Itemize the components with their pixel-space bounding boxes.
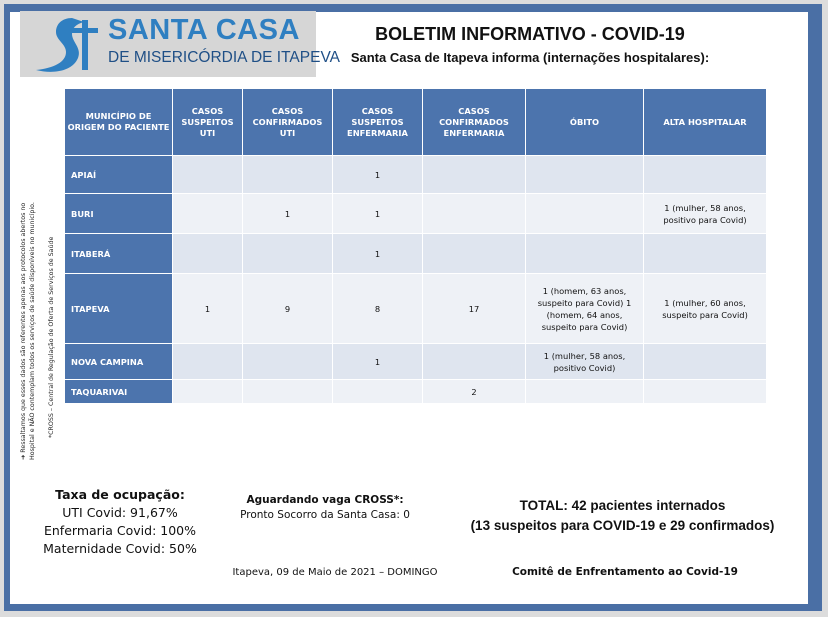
table-row [65,344,767,380]
santa-casa-logo-icon [32,14,104,76]
cross-waiting [220,493,430,523]
municipality-cell: APIAÍ [65,156,173,194]
table-row [65,194,767,234]
table-cell: 1 (mulher, 58 anos, positivo para Covid) [644,194,767,234]
occupancy-uti: UTI Covid: 91,67% [62,505,178,520]
column-header: CASOS SUSPEITOS ENFERMARIA [333,89,423,156]
table-cell [423,344,526,380]
table-cell [423,156,526,194]
municipality-cell: ITAPEVA [65,274,173,344]
table-cell [526,156,644,194]
column-header: MUNICÍPIO DE ORIGEM DO PACIENTE [65,89,173,156]
table-cell [644,234,767,274]
table-cell [526,234,644,274]
table-row [65,380,767,404]
side-note-line-2: Hospital e NÃO contemplam todos os serviços de saúde disponíveis no município. [29,202,36,460]
table-cell [243,156,333,194]
table-cell [173,380,243,404]
municipality-cell: BURI [65,194,173,234]
occupancy-ward: Enfermaria Covid: 100% [43,523,196,538]
table-cell [173,156,243,194]
occupancy-heading: Taxa de ocupação: [55,487,185,502]
table-cell: 2 [423,380,526,404]
cases-table [64,88,767,404]
table-cell: 1 (homem, 63 anos, suspeito para Covid) 1 (homem, 64 anos, suspeito para Covid) [526,274,644,344]
total-line-2: (13 suspeitos para COVID-19 e 29 confirmados) [470,518,775,533]
table-cell: 1 (mulher, 58 anos, positivo Covid) [526,344,644,380]
table-cell: 17 [423,274,526,344]
waiting-heading: Aguardando vaga CROSS*: [246,494,404,506]
logo-title: SANTA CASA [108,14,300,46]
table-cell [526,194,644,234]
table-cell: 8 [333,274,423,344]
table-cell [243,234,333,274]
side-note [20,130,55,460]
table-row [65,156,767,194]
table-cell: 1 [333,234,423,274]
table-cell [423,234,526,274]
total-summary [455,496,790,536]
table-row [65,274,767,344]
municipality-cell: TAQUARIVAI [65,380,173,404]
table-cell [644,156,767,194]
column-header: CASOS CONFIRMADOS UTI [243,89,333,156]
table-cell [243,380,333,404]
table-cell: 1 [243,194,333,234]
table-cell: 1 [173,274,243,344]
table-cell: 1 [333,156,423,194]
table-cell [173,344,243,380]
table-cell [526,380,644,404]
table-cell: 9 [243,274,333,344]
table-header-row [65,89,767,156]
occupancy-stats [30,486,210,558]
side-note-line-3: *CROSS – Central de Regulação de Oferta de Serviços de Saúde [48,236,55,438]
committee-name: Comitê de Enfrentamento ao Covid-19 [512,566,738,578]
municipality-cell: ITABERÁ [65,234,173,274]
table-cell [644,344,767,380]
column-header: CASOS CONFIRMADOS ENFERMARIA [423,89,526,156]
table-cell: 1 [333,194,423,234]
table-cell: 1 [333,344,423,380]
occupancy-maternity: Maternidade Covid: 50% [43,541,197,556]
table-cell [173,234,243,274]
column-header: ALTA HOSPITALAR [644,89,767,156]
municipality-cell: NOVA CAMPINA [65,344,173,380]
table-cell [644,380,767,404]
logo-subtitle: DE MISERICÓRDIA DE ITAPEVA [108,49,340,66]
column-header: ÓBITO [526,89,644,156]
column-header: CASOS SUSPEITOS UTI [173,89,243,156]
table-cell [423,194,526,234]
table-cell [333,380,423,404]
total-line-1: TOTAL: 42 pacientes internados [519,498,726,513]
table-cell: 1 (mulher, 60 anos, suspeito para Covid) [644,274,767,344]
table-cell [173,194,243,234]
waiting-value: Pronto Socorro da Santa Casa: 0 [240,509,410,521]
bulletin-date: Itapeva, 09 de Maio de 2021 – DOMINGO [232,567,438,578]
bulletin-title: BOLETIM INFORMATIVO - COVID-19 [375,24,685,44]
table-cell [243,344,333,380]
bulletin-subtitle: Santa Casa de Itapeva informa (internações hospitalares): [350,50,710,65]
table-row [65,234,767,274]
side-note-line-1: ➜ Ressaltamos que esses dados são referentes apenas aos protocolos abertos no [20,202,27,460]
